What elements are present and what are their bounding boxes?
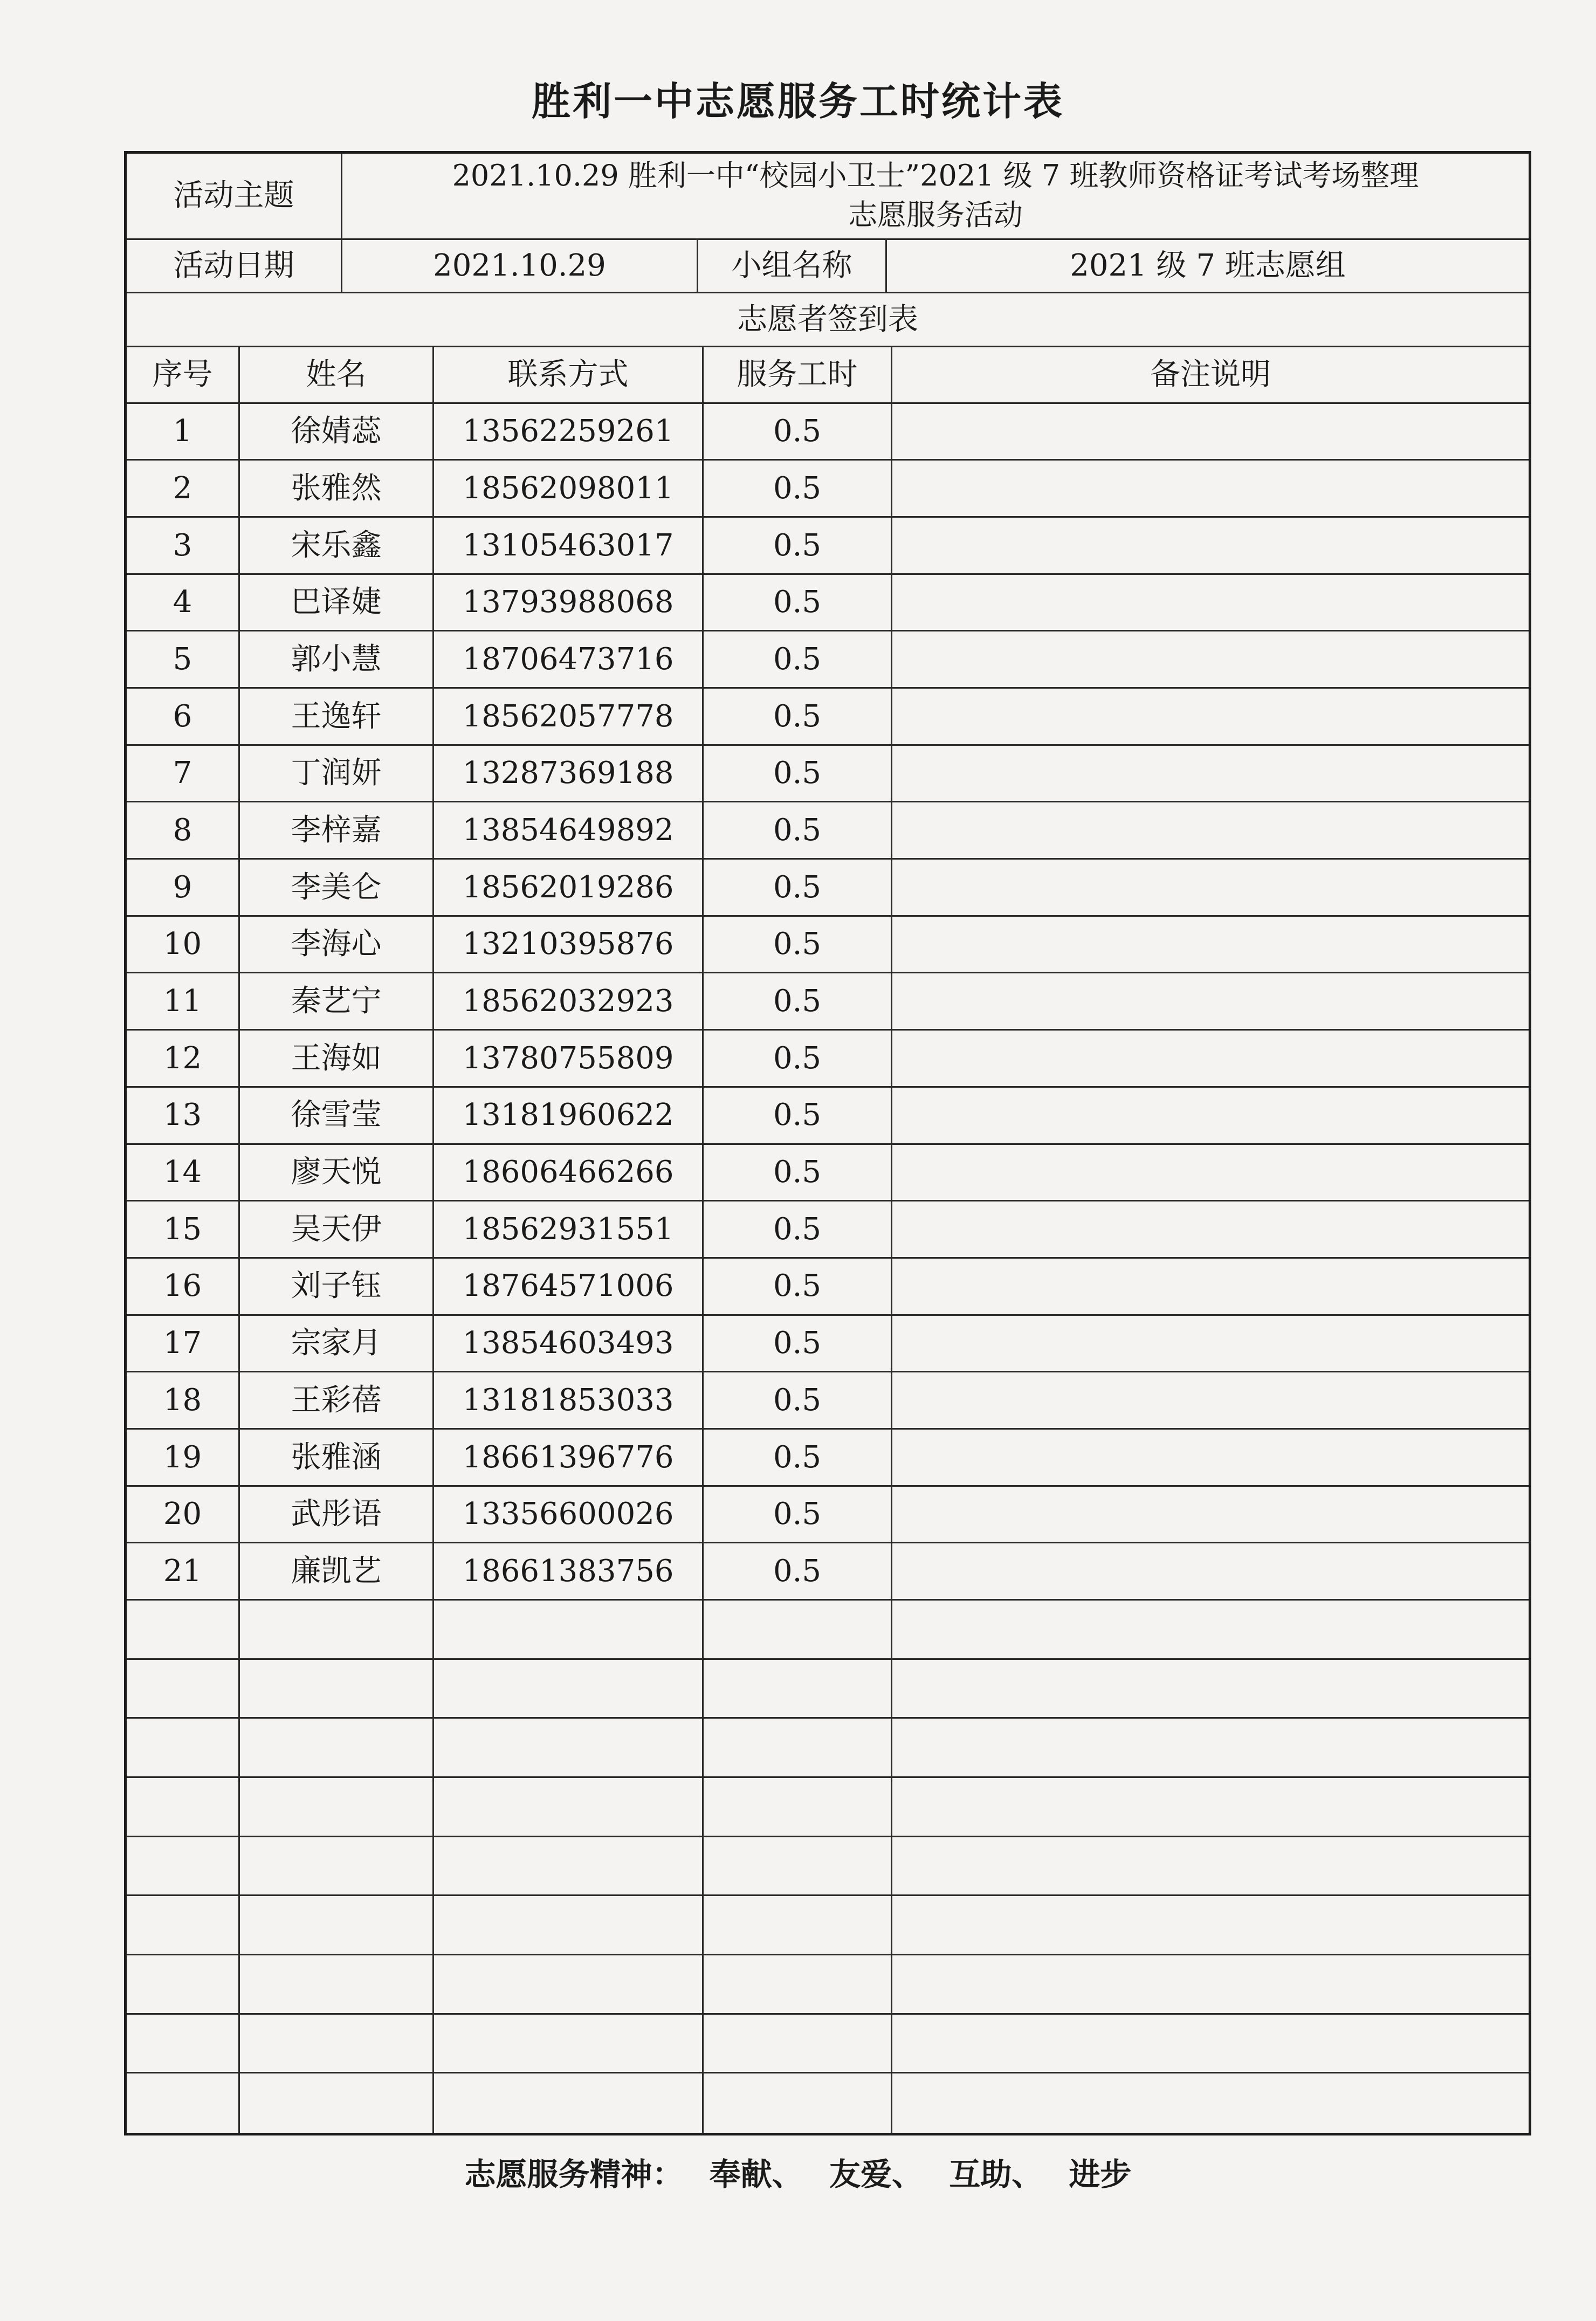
table-row [127,2073,1529,2133]
row-notes [892,1601,1529,1658]
row-no: 12 [127,1031,240,1086]
row-hours: 0.5 [704,461,892,516]
table-row [127,689,1529,746]
row-name [240,1660,434,1718]
table-row [127,917,1529,974]
row-contact [434,2015,704,2072]
topic-value [342,154,1529,238]
row-name: 廖天悦 [240,1145,434,1200]
row-name: 王彩蓓 [240,1372,434,1428]
row-no [127,2073,240,2133]
row-notes [892,1031,1529,1086]
row-contact: 18661396776 [434,1430,704,1485]
table-row [127,2015,1529,2074]
row-no: 14 [127,1145,240,1200]
row-no: 7 [127,746,240,801]
row-no [127,1778,240,1836]
table-row [127,1031,1529,1088]
table-row [127,1316,1529,1373]
table-row [127,575,1529,632]
row-no: 21 [127,1543,240,1599]
motto-item: 奉献、 [709,2156,803,2193]
row-name: 徐雪莹 [240,1088,434,1143]
section-title: 志愿者签到表 [737,301,918,337]
row-hours: 0.5 [704,518,892,573]
row-notes [892,461,1529,516]
row-contact [434,1660,704,1718]
table-row [127,518,1529,575]
row-contact [434,1837,704,1895]
row-no: 3 [127,518,240,573]
row-notes [892,917,1529,972]
table-row [127,860,1529,917]
row-name: 吴天伊 [240,1201,434,1257]
row-notes [892,404,1529,459]
row-name [240,1778,434,1836]
table-row [127,1487,1529,1544]
row-hours: 0.5 [704,1430,892,1485]
row-contact [434,1896,704,1954]
row-no: 10 [127,917,240,972]
row-hours [704,1955,892,2013]
row-hours: 0.5 [704,404,892,459]
table-row [127,1955,1529,2015]
col-header-contact: 联系方式 [434,347,704,402]
row-name: 宗家月 [240,1316,434,1371]
row-contact: 18606466266 [434,1145,704,1200]
row-hours [704,1660,892,1718]
row-no: 2 [127,461,240,516]
row-no [127,1837,240,1895]
row-contact: 13287369188 [434,746,704,801]
row-no: 20 [127,1487,240,1542]
row-contact: 18562032923 [434,973,704,1029]
row-contact: 18562057778 [434,689,704,744]
row-name: 张雅涵 [240,1430,434,1485]
row-name: 廉凯艺 [240,1543,434,1599]
row-hours: 0.5 [704,917,892,972]
table-row [127,1778,1529,1837]
row-name: 刘子钰 [240,1259,434,1314]
row-hours: 0.5 [704,973,892,1029]
row-notes [892,1430,1529,1485]
row-hours: 0.5 [704,1487,892,1542]
row-notes [892,1487,1529,1542]
row-name [240,1896,434,1954]
row-hours: 0.5 [704,689,892,744]
row-no: 9 [127,860,240,915]
row-contact: 13356600026 [434,1487,704,1542]
row-notes [892,1145,1529,1200]
row-contact: 13562259261 [434,404,704,459]
row-notes [892,1778,1529,1836]
row-no [127,1601,240,1658]
table-row [127,1259,1529,1316]
row-notes [892,2073,1529,2133]
row-hours: 0.5 [704,1372,892,1428]
row-notes [892,575,1529,630]
footer-motto [0,2149,1596,2194]
row-no [127,1660,240,1718]
row-notes [892,1372,1529,1428]
row-contact [434,1601,704,1658]
table-row [127,1719,1529,1778]
row-hours: 0.5 [704,860,892,915]
row-contact: 18706473716 [434,631,704,687]
page-title: 胜利一中志愿服务工时统计表 [531,79,1064,124]
table-row [127,1660,1529,1719]
row-no: 17 [127,1316,240,1371]
row-notes [892,1543,1529,1599]
row-notes [892,689,1529,744]
row-notes [892,1201,1529,1257]
row-hours [704,1778,892,1836]
col-header-name: 姓名 [240,347,434,402]
row-name: 李海心 [240,917,434,972]
row-name: 李美仑 [240,860,434,915]
col-header-no: 序号 [127,347,240,402]
group-label: 小组名称 [698,240,887,292]
row-notes [892,973,1529,1029]
motto-label: 志愿服务精神： [464,2156,684,2193]
table-row [127,1837,1529,1897]
row-name [240,1837,434,1895]
table-row [127,1088,1529,1145]
row-name: 宋乐鑫 [240,518,434,573]
row-no: 5 [127,631,240,687]
row-no: 4 [127,575,240,630]
date-label: 活动日期 [127,240,342,292]
table-row [127,973,1529,1031]
date-value: 2021.10.29 [342,240,698,292]
row-contact: 13210395876 [434,917,704,972]
row-name: 王逸轩 [240,689,434,744]
group-value: 2021 级 7 班志愿组 [1070,248,1346,284]
row-no [127,1719,240,1776]
row-hours: 0.5 [704,1145,892,1200]
row-name [240,2073,434,2133]
row-contact: 18764571006 [434,1259,704,1314]
activity-date-row [127,240,1529,294]
table-row [127,461,1529,518]
table-row [127,1145,1529,1202]
row-hours [704,1837,892,1895]
row-hours: 0.5 [704,1031,892,1086]
row-no [127,1896,240,1954]
row-hours [704,2073,892,2133]
row-no: 16 [127,1259,240,1314]
table-row [127,404,1529,461]
row-hours: 0.5 [704,802,892,858]
table-row [127,746,1529,803]
row-contact: 13181853033 [434,1372,704,1428]
row-contact: 13793988068 [434,575,704,630]
row-no: 11 [127,973,240,1029]
row-notes [892,1719,1529,1776]
row-notes [892,1837,1529,1895]
row-notes [892,631,1529,687]
row-name: 秦艺宁 [240,973,434,1029]
row-hours: 0.5 [704,631,892,687]
row-hours: 0.5 [704,1316,892,1371]
table-row [127,631,1529,689]
row-notes [892,746,1529,801]
row-notes [892,802,1529,858]
row-contact [434,1955,704,2013]
motto-item: 进步 [1069,2156,1132,2193]
row-name: 巴译婕 [240,575,434,630]
row-notes [892,518,1529,573]
row-no: 8 [127,802,240,858]
topic-line-2: 志愿服务活动 [848,198,1023,232]
row-hours: 0.5 [704,1088,892,1143]
row-no: 19 [127,1430,240,1485]
row-contact: 13105463017 [434,518,704,573]
row-notes [892,1088,1529,1143]
table-row [127,1372,1529,1430]
row-hours [704,1719,892,1776]
row-no [127,1955,240,2013]
row-name: 徐婧蕊 [240,404,434,459]
row-contact [434,2073,704,2133]
row-contact: 13854603493 [434,1316,704,1371]
col-header-notes: 备注说明 [1150,356,1271,392]
row-contact: 13780755809 [434,1031,704,1086]
row-name [240,1601,434,1658]
row-hours: 0.5 [704,575,892,630]
row-hours [704,1896,892,1954]
row-notes [892,1660,1529,1718]
table-row [127,1430,1529,1487]
row-contact: 13854649892 [434,802,704,858]
table-header [127,347,1529,404]
activity-topic-row [127,154,1529,240]
row-name [240,2015,434,2072]
row-hours [704,2015,892,2072]
table-row [127,1201,1529,1259]
row-name: 李梓嘉 [240,802,434,858]
row-contact: 18562098011 [434,461,704,516]
volunteer-hours-table [124,151,1531,2135]
table-row [127,802,1529,860]
row-name: 张雅然 [240,461,434,516]
row-no: 15 [127,1201,240,1257]
table-row [127,1896,1529,1955]
row-contact: 18661383756 [434,1543,704,1599]
row-name [240,1955,434,2013]
motto-item: 友爱、 [829,2156,923,2193]
row-contact [434,1719,704,1776]
section-row [127,293,1529,347]
row-hours: 0.5 [704,1201,892,1257]
row-notes [892,860,1529,915]
row-contact [434,1778,704,1836]
row-contact: 18562019286 [434,860,704,915]
row-notes [892,1955,1529,2013]
row-hours: 0.5 [704,1259,892,1314]
topic-label: 活动主题 [127,154,342,238]
row-hours: 0.5 [704,1543,892,1599]
row-no: 1 [127,404,240,459]
row-notes [892,2015,1529,2072]
row-name: 郭小慧 [240,631,434,687]
row-hours: 0.5 [704,746,892,801]
row-name: 丁润妍 [240,746,434,801]
row-no: 13 [127,1088,240,1143]
row-hours [704,1601,892,1658]
row-contact: 13181960622 [434,1088,704,1143]
row-notes [892,1259,1529,1314]
row-name: 武彤语 [240,1487,434,1542]
table-row [127,1601,1529,1660]
row-notes [892,1896,1529,1954]
row-notes [892,1316,1529,1371]
motto-item: 互助、 [949,2156,1043,2193]
row-no [127,2015,240,2072]
row-no: 18 [127,1372,240,1428]
table-row [127,1543,1529,1601]
col-header-hours: 服务工时 [704,347,892,402]
topic-line-1: 2021.10.29 胜利一中“校园小卫士”2021 级 7 班教师资格证考试考场整理 [452,159,1419,193]
row-contact: 18562931551 [434,1201,704,1257]
row-name: 王海如 [240,1031,434,1086]
row-name [240,1719,434,1776]
row-no: 6 [127,689,240,744]
